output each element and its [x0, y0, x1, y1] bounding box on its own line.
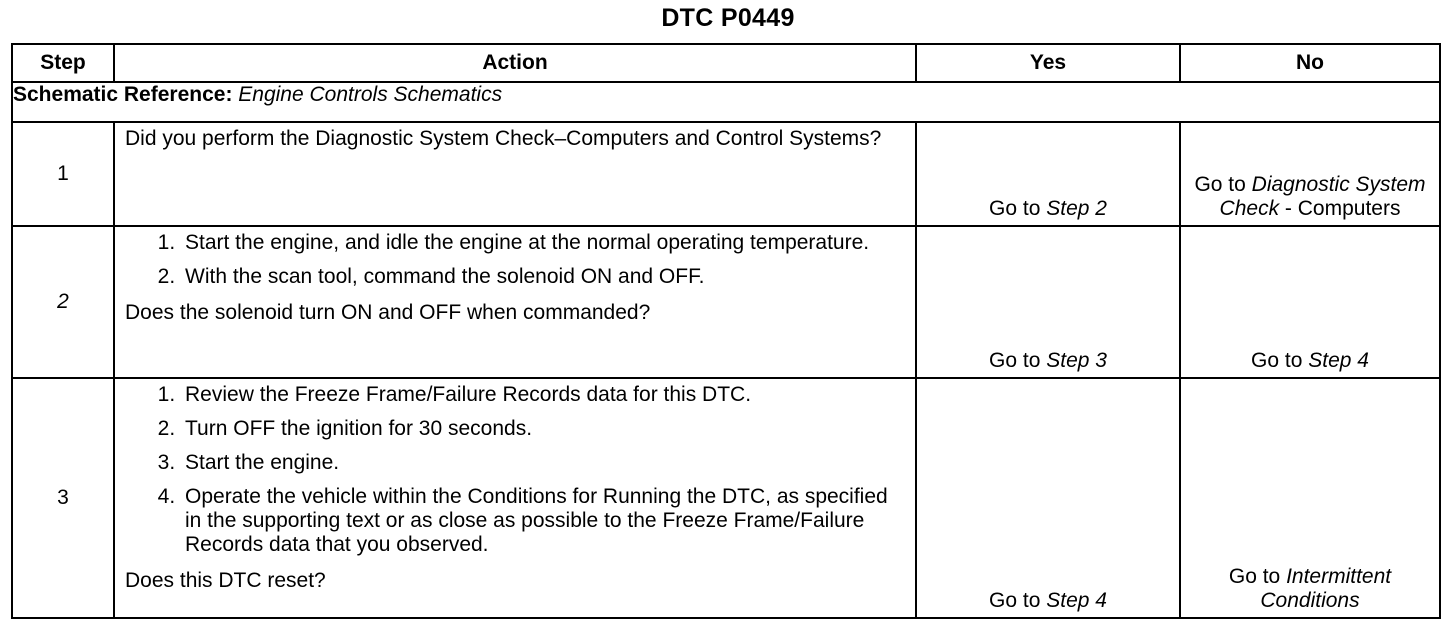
header-action: Action: [114, 44, 916, 82]
action-step-item: 3. Start the engine.: [181, 451, 905, 475]
diagnostic-table: [11, 43, 1441, 619]
header-yes: Yes: [916, 44, 1180, 82]
action-step-item: 1. Start the engine, and idle the engine at the normal operating temperature.: [181, 231, 905, 255]
yes-prefix: Go to: [989, 197, 1041, 220]
no-prefix: Go to: [1228, 565, 1281, 588]
table-row: [12, 226, 1440, 378]
action-steps: [125, 383, 905, 557]
no-cell: [1180, 378, 1440, 618]
yes-prefix: Go to: [989, 589, 1041, 612]
no-target: Diagnostic System Check: [1219, 173, 1426, 220]
yes-cell: [916, 122, 1180, 226]
no-cell: [1180, 122, 1440, 226]
no-prefix: Go to: [1251, 349, 1303, 372]
action-cell: [114, 122, 916, 226]
no-suffix: - Computers: [1284, 197, 1401, 220]
step-number: 2: [12, 226, 114, 378]
schematic-label: Schematic Reference:: [13, 83, 233, 106]
action-text: Did you perform the Diagnostic System Check–Computers and Control Systems?: [125, 127, 882, 150]
header-no: No: [1180, 44, 1440, 82]
page-title: DTC P0449: [661, 4, 795, 32]
step-number: 1: [12, 122, 114, 226]
yes-prefix: Go to: [989, 349, 1041, 372]
yes-target: Step 3: [1046, 349, 1107, 372]
table-row: [12, 378, 1440, 618]
yes-cell: [916, 378, 1180, 618]
action-steps: [125, 231, 905, 289]
no-target: Intermittent Conditions: [1260, 565, 1392, 612]
header-step: Step: [12, 44, 114, 82]
action-step-item: 4. Operate the vehicle within the Conditions for Running the DTC, as specified in the supporting text or as close as possible to the Freeze Frame/Failure Records data that you observed.: [181, 485, 905, 557]
step-number: 3: [12, 378, 114, 618]
table-row: [12, 122, 1440, 226]
action-cell: [114, 226, 916, 378]
yes-target: Step 4: [1046, 589, 1107, 612]
action-step-item: 1. Review the Freeze Frame/Failure Records data for this DTC.: [181, 383, 905, 407]
action-step-item: 2. Turn OFF the ignition for 30 seconds.: [181, 417, 905, 441]
yes-target: Step 2: [1046, 197, 1107, 220]
action-cell: [114, 378, 916, 618]
action-question: Does the solenoid turn ON and OFF when commanded?: [125, 301, 651, 324]
yes-cell: [916, 226, 1180, 378]
action-question: Does this DTC reset?: [125, 569, 326, 592]
schematic-reference-row: [12, 82, 1440, 122]
action-step-item: 2. With the scan tool, command the solenoid ON and OFF.: [181, 265, 905, 289]
no-cell: [1180, 226, 1440, 378]
no-target: Step 4: [1308, 349, 1369, 372]
schematic-reference: [12, 82, 1440, 122]
no-prefix: Go to: [1194, 173, 1246, 196]
schematic-value: Engine Controls Schematics: [238, 83, 503, 106]
header-row: [12, 44, 1440, 82]
